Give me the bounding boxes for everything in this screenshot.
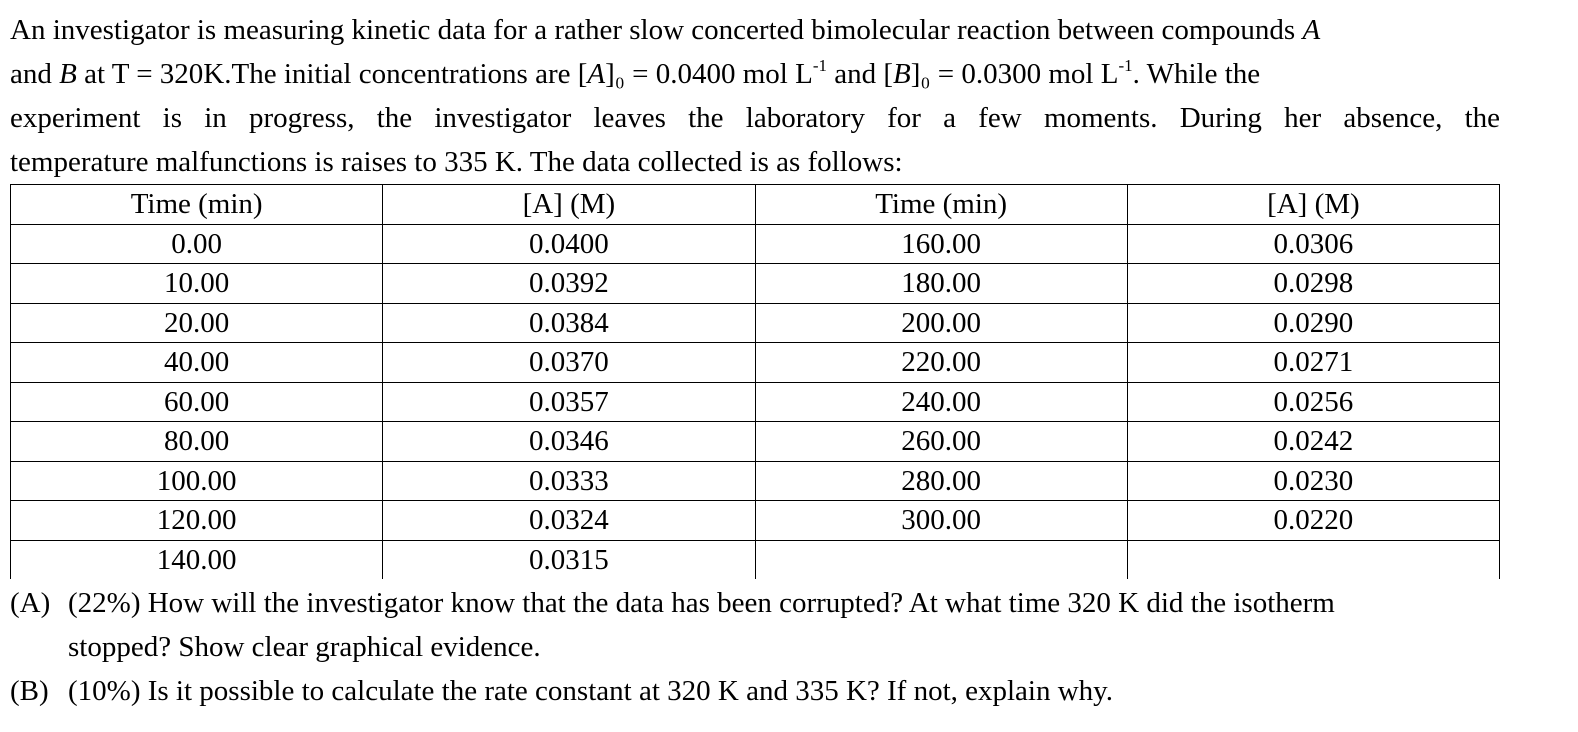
table-cell: 0.0333 bbox=[383, 461, 755, 501]
table-row bbox=[11, 501, 1500, 541]
word-and: and bbox=[10, 58, 60, 90]
word-and-2: and [ bbox=[826, 58, 894, 90]
table-cell: 0.0370 bbox=[383, 343, 755, 383]
table-cell: 300.00 bbox=[755, 501, 1127, 541]
table-cell: 0.0242 bbox=[1127, 422, 1499, 462]
table-cell: 0.0220 bbox=[1127, 501, 1499, 541]
table-cell bbox=[755, 540, 1127, 579]
question-a-text: (22%) How will the investigator know that the data has been corrupted? At what time 320 K did the isotherm bbox=[68, 587, 1335, 619]
superscript: -1 bbox=[812, 56, 827, 75]
statement-line-4: temperature malfunctions is raises to 335 K. The data collected is as follows: bbox=[10, 146, 903, 178]
column-header: Time (min) bbox=[11, 185, 383, 225]
statement-text: . While the bbox=[1132, 58, 1261, 90]
table-cell: 20.00 bbox=[11, 303, 383, 343]
kinetic-data-table bbox=[10, 184, 1500, 579]
table-cell: 280.00 bbox=[755, 461, 1127, 501]
table-cell: 0.0324 bbox=[383, 501, 755, 541]
statement-line-1 bbox=[10, 8, 1500, 52]
table-cell: 260.00 bbox=[755, 422, 1127, 462]
table-cell: 80.00 bbox=[11, 422, 383, 462]
table-cell: 0.0256 bbox=[1127, 382, 1499, 422]
compound-a-conc-symbol: A bbox=[587, 58, 606, 90]
table-cell: 0.0230 bbox=[1127, 461, 1499, 501]
table-row bbox=[11, 540, 1500, 579]
table-header-row bbox=[11, 185, 1500, 225]
problem-statement bbox=[10, 8, 1500, 184]
table-cell: 180.00 bbox=[755, 264, 1127, 304]
initial-conc-b: ]₀ = 0.0300 mol L bbox=[910, 58, 1119, 90]
table-cell: 0.0298 bbox=[1127, 264, 1499, 304]
compound-b-conc-symbol: B bbox=[893, 58, 911, 90]
temperature-text: at T = 320K.The initial concentrations are [ bbox=[76, 58, 588, 90]
superscript: -1 bbox=[1118, 56, 1133, 75]
question-a bbox=[10, 581, 1510, 625]
table-cell: 200.00 bbox=[755, 303, 1127, 343]
table-cell: 0.0290 bbox=[1127, 303, 1499, 343]
column-header: [A] (M) bbox=[1127, 185, 1499, 225]
table-cell: 40.00 bbox=[11, 343, 383, 383]
table-cell: 0.0315 bbox=[383, 540, 755, 579]
table-cell: 0.0306 bbox=[1127, 224, 1499, 264]
table-row bbox=[11, 343, 1500, 383]
table-cell bbox=[1127, 540, 1499, 579]
table-cell: 120.00 bbox=[11, 501, 383, 541]
table-cell: 0.00 bbox=[11, 224, 383, 264]
table-row bbox=[11, 461, 1500, 501]
column-header: Time (min) bbox=[755, 185, 1127, 225]
table-cell: 60.00 bbox=[11, 382, 383, 422]
table-row bbox=[11, 264, 1500, 304]
table-row bbox=[11, 303, 1500, 343]
question-a-text-2: stopped? Show clear graphical evidence. bbox=[68, 631, 541, 663]
column-header: [A] (M) bbox=[383, 185, 755, 225]
table-cell: 0.0384 bbox=[383, 303, 755, 343]
question-a-continued bbox=[10, 625, 1510, 669]
table-cell: 0.0271 bbox=[1127, 343, 1499, 383]
table-cell: 10.00 bbox=[11, 264, 383, 304]
question-a-label: (A) bbox=[10, 587, 51, 619]
statement-text: An investigator is measuring kinetic data for a rather slow concerted bimolecular reaction between compounds bbox=[10, 14, 1303, 46]
table-cell: 0.0400 bbox=[383, 224, 755, 264]
question-b-text: (10%) Is it possible to calculate the rate constant at 320 K and 335 K? If not, explain why. bbox=[68, 675, 1114, 707]
compound-a: A bbox=[1302, 14, 1321, 46]
table-cell: 0.0346 bbox=[383, 422, 755, 462]
table-cell: 0.0357 bbox=[383, 382, 755, 422]
statement-line-2-part-1 bbox=[10, 52, 1260, 96]
compound-b: B bbox=[59, 58, 77, 90]
table-cell: 160.00 bbox=[755, 224, 1127, 264]
question-b-label: (B) bbox=[10, 675, 49, 707]
initial-conc-a: ]₀ = 0.0400 mol L bbox=[605, 58, 813, 90]
statement-line-2 bbox=[10, 52, 1500, 96]
table-cell: 140.00 bbox=[11, 540, 383, 579]
table-cell: 220.00 bbox=[755, 343, 1127, 383]
table-row bbox=[11, 382, 1500, 422]
table-cell: 240.00 bbox=[755, 382, 1127, 422]
table-row bbox=[11, 224, 1500, 264]
question-b bbox=[10, 669, 1510, 713]
table-row bbox=[11, 422, 1500, 462]
table-cell: 100.00 bbox=[11, 461, 383, 501]
statement-line-3: experiment is in progress, the investigator leaves the laboratory for a few moments. During her absence, the bbox=[10, 102, 1500, 134]
table-cell: 0.0392 bbox=[383, 264, 755, 304]
